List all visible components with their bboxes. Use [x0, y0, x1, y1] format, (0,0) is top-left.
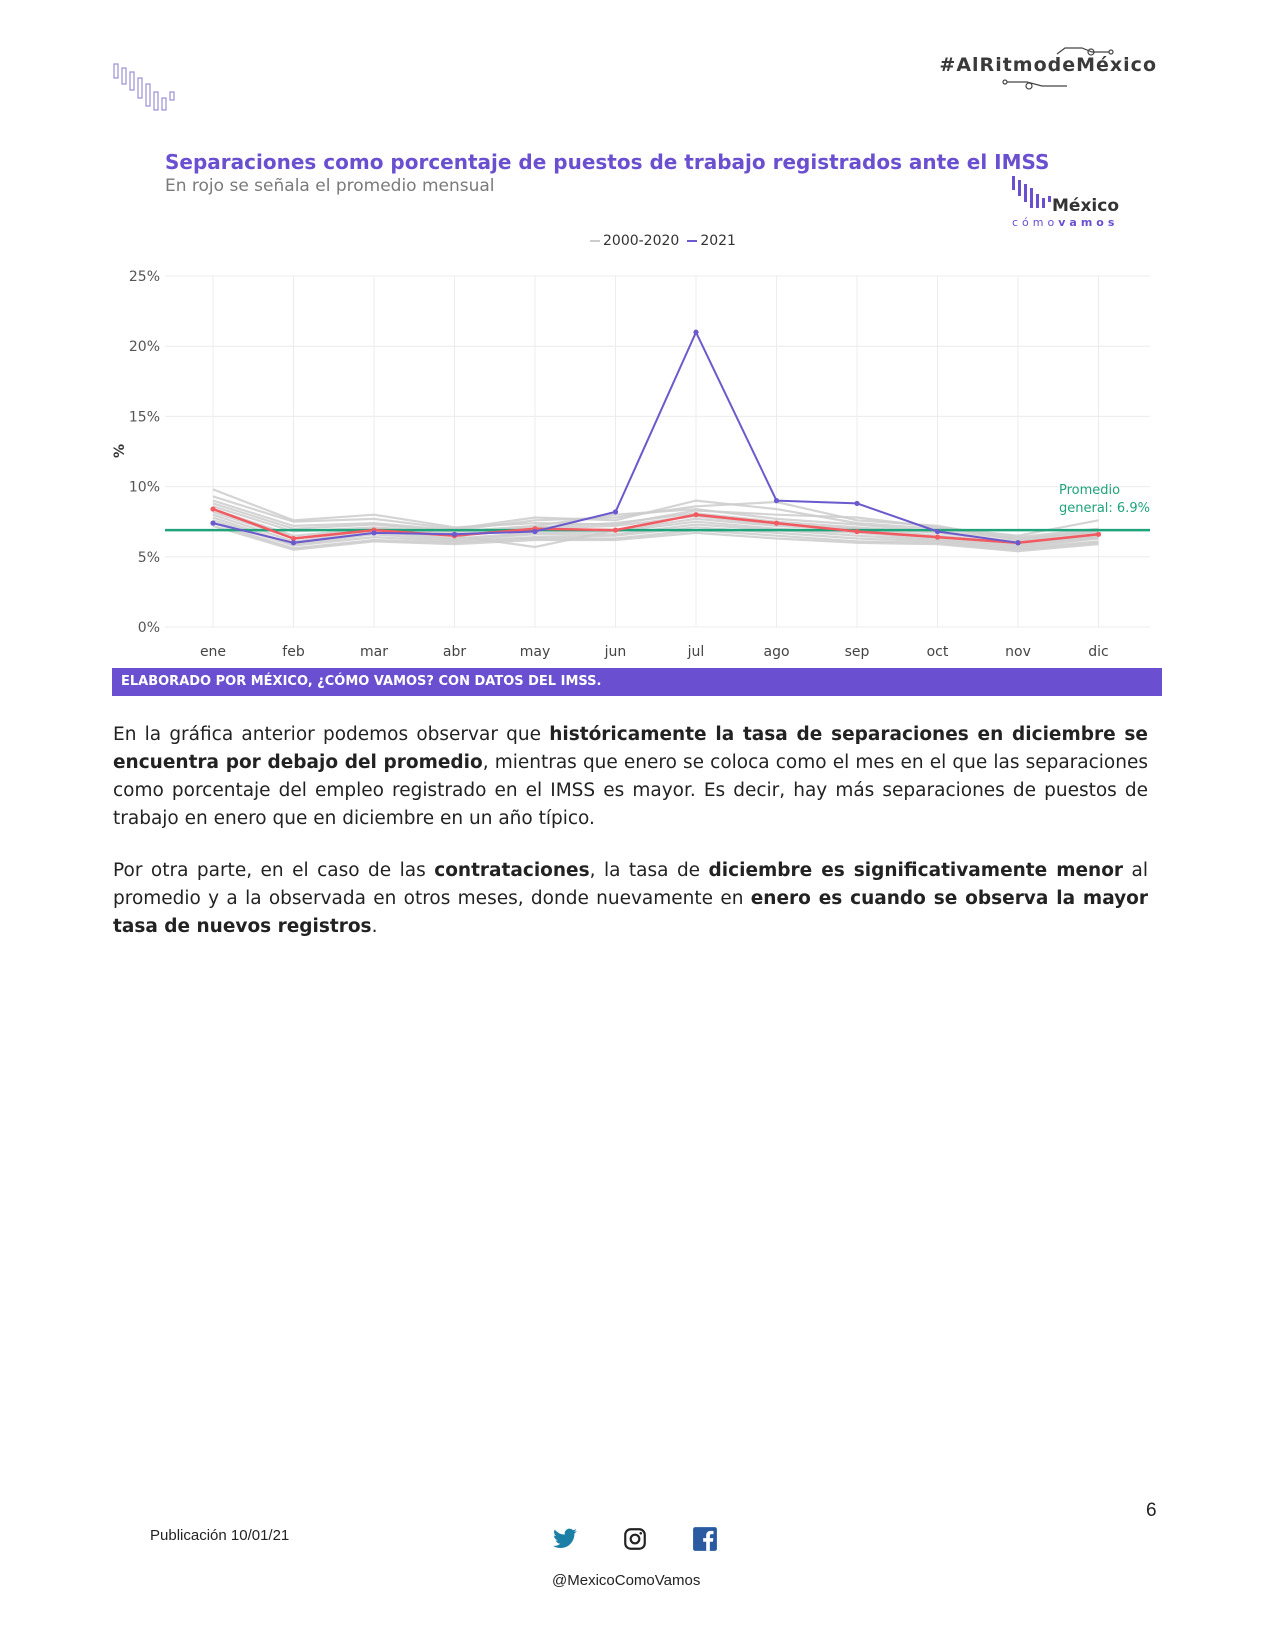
average-point	[1096, 532, 1101, 537]
x-tick-label: ago	[763, 644, 790, 660]
instagram-icon[interactable]	[622, 1526, 648, 1552]
facebook-icon[interactable]	[692, 1526, 718, 1552]
x-tick-label: feb	[282, 644, 305, 660]
series-2021-point	[774, 498, 779, 503]
series-2021-point	[210, 521, 215, 526]
p1-text-b: históricamente la tasa de separaciones en diciembre se encuentra por debajo del promedio	[113, 724, 1148, 773]
x-tick-label: mar	[360, 644, 388, 660]
average-point	[935, 535, 940, 540]
p2-text-g: .	[371, 916, 378, 937]
general-average-label-1: Promedio	[1059, 483, 1121, 498]
y-tick-label: 0%	[137, 620, 160, 636]
publication-date: Publicación 10/01/21	[150, 1527, 290, 1544]
p2-text-d: diciembre es significativamente menor	[708, 860, 1124, 881]
brand-tagline-a: cómo	[1012, 216, 1059, 229]
average-point	[693, 512, 698, 517]
x-tick-label: abr	[442, 644, 467, 660]
hashtag: #AlRitmodeMéxico	[939, 54, 1157, 76]
average-point	[774, 521, 779, 526]
y-axis-label: %	[112, 443, 128, 459]
series-2021-point	[532, 529, 537, 534]
paragraph-2	[113, 857, 1148, 941]
p1-text-c: , mientras que enero se coloca como el mes en el que las separaciones como porcentaje del empleo registrado en el IMSS es mayor. Es decir, hay más separaciones de puestos de trabajo en enero que en diciembre en un año típico.	[113, 752, 1148, 829]
page-number: 6	[1146, 1500, 1157, 1521]
x-tick-label: jul	[687, 644, 705, 660]
p2-text-f: enero es cuando se observa la mayor tasa de nuevos registros	[113, 888, 1148, 937]
series-2021-point	[1015, 540, 1020, 545]
x-tick-label: may	[519, 644, 551, 660]
p2-text-a: Por otra parte, en el caso de las	[113, 860, 435, 881]
series-2021-point	[613, 509, 618, 514]
y-tick-label: 10%	[128, 479, 160, 496]
chart-subtitle: En rojo se señala el promedio mensual	[165, 176, 495, 196]
series-2021-point	[452, 532, 457, 537]
chart-title: Separaciones como porcentaje de puestos de trabajo registrados ante el IMSS	[165, 150, 1050, 174]
y-tick-label: 15%	[128, 409, 160, 426]
average-point	[210, 506, 215, 511]
x-tick-label: jun	[604, 644, 627, 660]
average-point	[613, 528, 618, 533]
brand-tagline-b: vamos	[1058, 216, 1119, 229]
x-tick-label: ene	[199, 644, 227, 660]
series-2021-point	[854, 501, 859, 506]
series-2021-point	[935, 529, 940, 534]
p2-text-b: contrataciones	[434, 860, 590, 881]
x-tick-label: sep	[844, 644, 870, 660]
paragraph-1	[113, 721, 1148, 833]
series-2021-point	[291, 540, 296, 545]
general-average-label-2: general: 6.9%	[1059, 501, 1150, 516]
p1-text-a: En la gráfica anterior podemos observar que	[113, 724, 550, 745]
twitter-icon[interactable]	[552, 1526, 578, 1552]
p2-text-c: , la tasa de	[589, 860, 709, 881]
x-tick-label: oct	[926, 644, 949, 660]
brand-name: México	[1052, 196, 1119, 216]
series-2021-point	[693, 330, 698, 335]
line-chart	[0, 0, 1275, 700]
p2-text-e: al promedio y a la observada en otros meses, donde nuevamente en	[113, 860, 1148, 909]
credit-bar: ELABORADO POR MÉXICO, ¿CÓMO VAMOS? CON DATOS DEL IMSS.	[112, 668, 1162, 696]
legend-2021-label: 2021	[700, 233, 736, 249]
x-tick-label: dic	[1088, 644, 1109, 660]
average-point	[854, 529, 859, 534]
y-tick-label: 5%	[137, 549, 160, 566]
legend-history-label: 2000-2020	[603, 233, 680, 249]
y-tick-label: 25%	[128, 269, 160, 285]
x-tick-label: nov	[1005, 644, 1031, 660]
y-tick-label: 20%	[128, 339, 160, 356]
social-handle: @MexicoComoVamos	[552, 1572, 701, 1589]
series-2021-point	[371, 530, 376, 535]
